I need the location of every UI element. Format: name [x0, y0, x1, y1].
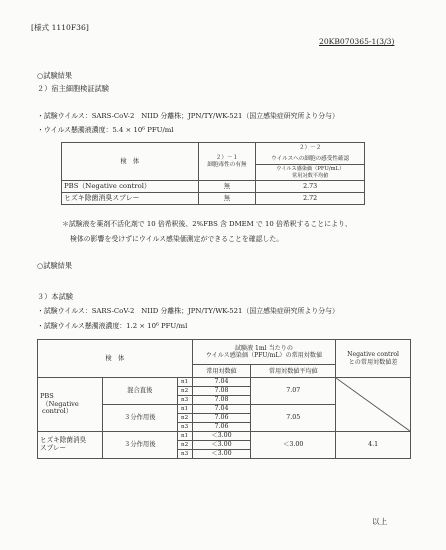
host-row-toxicity: 無 [198, 181, 256, 193]
section2-concentration-line: ・試験ウイルス懸濁液濃度：1.2 × 10⁶ PFU/ml [37, 322, 188, 330]
table-row [62, 193, 365, 205]
section1-note-line2: 検体の影響を受けずにウイルス感染価測定ができることを確認した。 [70, 235, 284, 243]
host-col-toxicity-top: ２）－１ [215, 154, 239, 161]
main-timing: ３分作用後 [102, 432, 177, 459]
main-n-label: n3 [177, 396, 192, 405]
main-col-titer-line2: ウイルス感染価（PFU/mL）の常用対数値 [205, 352, 323, 359]
host-row-name: PBS（Negative control） [62, 181, 199, 193]
section1-concentration-line: ・ウイルス懸濁液濃度：5.4 × 10⁶ PFU/ml [37, 126, 174, 134]
main-log-value: 7.06 [192, 414, 251, 423]
main-test-table [37, 339, 411, 459]
host-col-sensitivity [256, 143, 365, 155]
host-col-unit: ウイルス感染価（PFU/mL） [276, 166, 345, 173]
main-n-label: n3 [177, 423, 192, 432]
main-log-value: ＜3.00 [192, 432, 251, 441]
main-group-name-line1: ヒズキ除菌消臭 [40, 436, 87, 445]
main-n-label: n1 [177, 405, 192, 414]
main-neg-diff: 4.1 [336, 432, 411, 459]
main-log-value: ＜3.00 [192, 441, 251, 450]
host-row-toxicity: 無 [198, 193, 256, 205]
document-number: 20KB070365-1(3/3) [319, 37, 395, 46]
host-col-unit-cell [256, 165, 365, 181]
host-row-name: ヒズキ除菌消臭スプレー [62, 193, 199, 205]
main-log-value: 7.08 [192, 387, 251, 396]
host-col-subject: 検 体 [62, 143, 199, 181]
main-col-titer [192, 340, 336, 365]
main-neg-empty [336, 378, 411, 432]
main-mean-value: 7.07 [251, 378, 336, 405]
main-group-name-line2: スプレー [40, 444, 67, 452]
main-log-value: 7.08 [192, 396, 251, 405]
main-n-label: n2 [177, 441, 192, 450]
main-col-subject: 検 体 [38, 340, 193, 378]
main-group-name-line1: PBS [40, 392, 54, 401]
section1-note-line1: ＊試験液を薬剤不活化剤で 10 倍希釈後、2%FBS 含 DMEM で 10 倍希釈することにより、 [62, 220, 352, 228]
main-col-neg-line2: との常用対数値差 [348, 358, 398, 366]
main-col-log: 常用対数値 [192, 365, 251, 378]
host-col-toxicity [198, 143, 256, 181]
table-row [38, 432, 411, 441]
form-code: [様式 1110F36] [31, 23, 89, 32]
host-col-sub: 常用対数平均値 [292, 172, 329, 179]
main-group-name-line2: （Negative control） [42, 399, 79, 416]
main-col-neg [336, 340, 411, 378]
host-row-value: 2.72 [256, 193, 365, 205]
main-n-label: n2 [177, 414, 192, 423]
table-row [62, 181, 365, 193]
end-mark: 以上 [372, 517, 388, 526]
host-cell-table [61, 142, 365, 205]
main-timing: ３分作用後 [102, 405, 177, 432]
main-col-mean: 常用対数値平均値 [251, 365, 336, 378]
main-log-value: 7.06 [192, 423, 251, 432]
main-mean-value: 7.05 [251, 405, 336, 432]
main-group-name [38, 378, 103, 432]
section2-virus-line: ・試験ウイルス：SARS-CoV-2 NIID 分離株；JPN/TY/WK-521（国立感染症研究所より分与） [37, 307, 339, 315]
main-n-label: n3 [177, 450, 192, 459]
main-n-label: n1 [177, 378, 192, 387]
main-col-neg-line1: Negative control [347, 351, 399, 359]
section2-heading: ○試験結果 [37, 261, 73, 270]
main-mean-value: ＜3.00 [251, 432, 336, 459]
main-log-value: 7.04 [192, 405, 251, 414]
main-n-label: n1 [177, 432, 192, 441]
main-timing: 混合直後 [102, 378, 177, 405]
main-log-value: 7.04 [192, 378, 251, 387]
host-row-value: 2.73 [256, 181, 365, 193]
host-col-sensitivity-mid: ウイルスへの細胞の感受性確認 [256, 155, 365, 165]
host-col-toxicity-bottom: 細胞毒性の有無 [207, 161, 247, 168]
section1-subheading: ２）宿主細胞検証試験 [37, 84, 109, 93]
section2-subheading: ３）本試験 [37, 292, 73, 301]
diagonal-line-icon [336, 378, 410, 431]
section1-heading: ○試験結果 [37, 71, 73, 80]
table-row [38, 378, 411, 387]
main-n-label: n2 [177, 387, 192, 396]
host-col-sensitivity-top: ２）－２ [298, 145, 322, 152]
main-col-titer-line1: 試験液 1ml 当たりの [234, 344, 293, 352]
main-group-name [38, 432, 103, 459]
main-log-value: ＜3.00 [192, 450, 251, 459]
section1-virus-line: ・試験ウイルス：SARS-CoV-2 NIID 分離株；JPN/TY/WK-521（国立感染症研究所より分与） [37, 112, 339, 120]
